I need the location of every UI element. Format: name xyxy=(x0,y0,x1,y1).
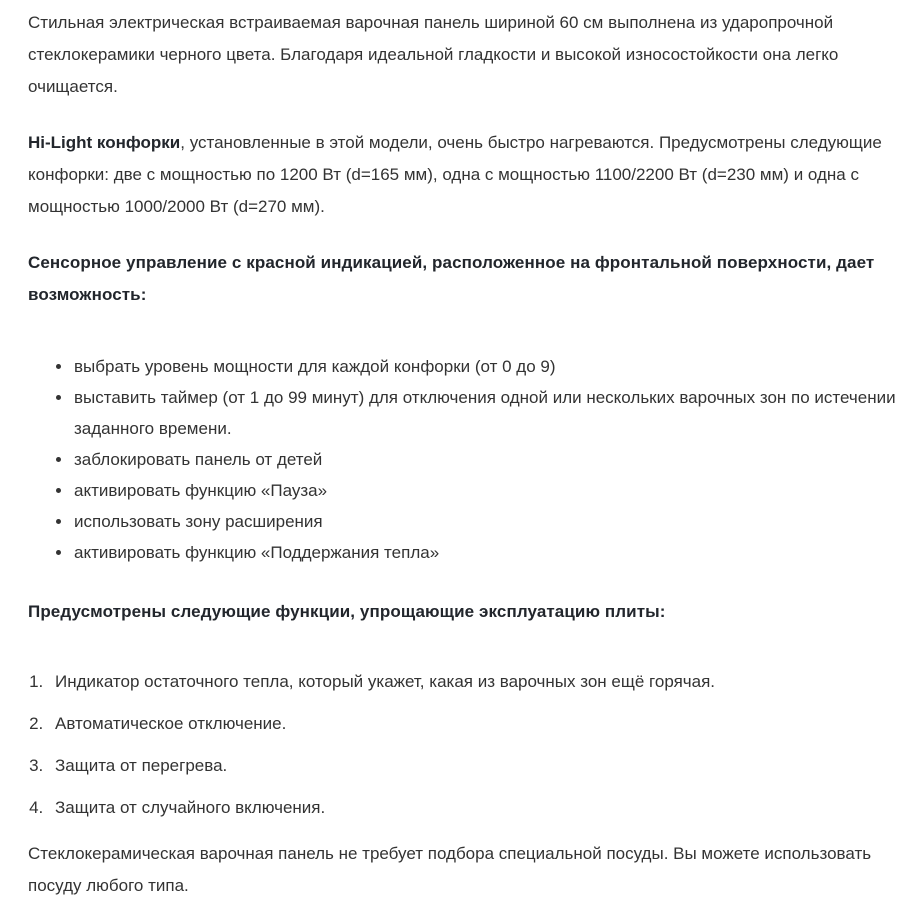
burners-paragraph xyxy=(28,127,907,223)
sensor-feature-item: • выставить таймер (от 1 до 99 минут) для отключения одной или нескольких варочных зон по истечении заданного времени. xyxy=(73,382,907,444)
function-item: 3. Защита от перегрева. xyxy=(48,750,907,782)
burners-paragraph-text: , установленные в этой модели, очень быстро нагреваются. Предусмотрены следующие конфорки: две с мощностью по 1200 Вт (d=165 мм), одна с мощностью 1100/2200 Вт (d=230 мм) и одна с мощностью 1000/2000 Вт (d=270 мм). xyxy=(28,133,882,216)
function-item: 2. Автоматическое отключение. xyxy=(48,708,907,740)
sensor-feature-item: • использовать зону расширения xyxy=(73,506,907,537)
sensor-feature-item: • выбрать уровень мощности для каждой конфорки (от 0 до 9) xyxy=(73,351,907,382)
burners-bold-lead: Hi-Light конфорки xyxy=(28,133,181,152)
cookware-paragraph: Стеклокерамическая варочная панель не требует подбора специальной посуды. Вы можете использовать посуду любого типа. xyxy=(28,844,872,895)
description-body xyxy=(28,7,907,902)
functions-heading: Предусмотрены следующие функции, упрощающие эксплуатацию плиты: xyxy=(28,602,666,621)
sensor-features-list xyxy=(28,351,907,568)
sensor-feature-item: • активировать функцию «Пауза» xyxy=(73,475,907,506)
intro-paragraph: Стильная электрическая встраиваемая варочная панель шириной 60 см выполнена из ударопрочной стеклокерамики черного цвета. Благодаря идеальной гладкости и высокой износостойкости она легко очищается. xyxy=(28,13,839,96)
function-item: 1. Индикатор остаточного тепла, который укажет, какая из варочных зон ещё горячая. xyxy=(48,666,907,698)
sensor-control-heading: Сенсорное управление с красной индикацией, расположенное на фронтальной поверхности, дает возможность: xyxy=(28,253,875,304)
sensor-feature-item: • заблокировать панель от детей xyxy=(73,444,907,475)
sensor-feature-item: • активировать функцию «Поддержания тепла» xyxy=(73,537,907,568)
function-item: 4. Защита от случайного включения. xyxy=(48,792,907,824)
functions-list xyxy=(28,666,907,824)
